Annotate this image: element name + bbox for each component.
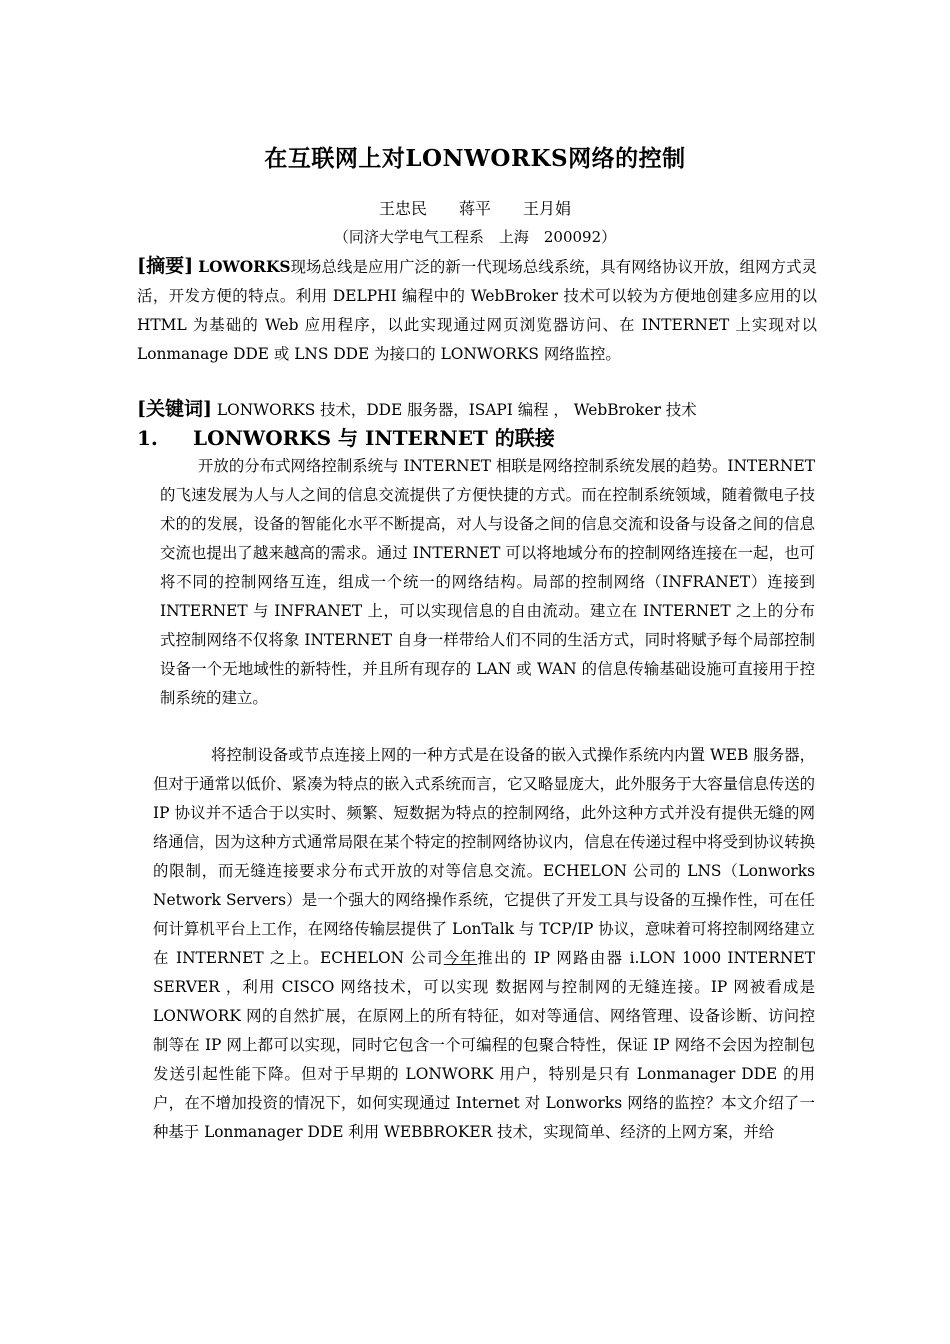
section-number: 1. — [137, 426, 158, 450]
paragraph-2-text-after: 推出的 IP 网路由器 i.LON 1000 INTERNET SERVER ，利用 CISCO 网络技术，可以实现 数据网与控制网的无缝连接。IP 网被看成是 LONWORK 网的自然扩展，在原网上的所有特征，如对等通信、网络管理、设备诊断、访问控制等在 IP 网上都可以实现，同时它包含一个可编程的包聚合特性，保证 IP 网络不会因为控制包发送引起性能下降。但对于早期的 LONWORK 用户，特别是只有 Lonmanager DDE 的用户，在不增加投资的情况下，如何实现通过 Internet 对 Lonworks 网络的监控？本文介绍了一种基于 Lonmanager DDE 利用 WEBBROKER 技术，实现简单、经济的上网方案，并给 — [153, 949, 815, 1141]
keywords — [137, 395, 817, 425]
abstract-label: [摘要] — [137, 255, 194, 277]
abstract-lead-term: LOWORKS — [198, 258, 291, 276]
body-paragraph-1: 开放的分布式网络控制系统与 INTERNET 相联是网络控制系统发展的趋势。INTERNET 的飞速发展为人与人之间的信息交流提供了方便快捷的方式。而在控制系统领域，随着微电子技术的的发展，设备的智能化水平不断提高，对人与设备之间的信息交流和设备与设备之间的信息交流也提出了越来越高的需求。通过 INTERNET 可以将地域分布的控制网络连接在一起，也可将不同的控制网络互连，组成一个统一的网络结构。局部的控制网络（INFRANET）连接到 INTERNET 与 INFRANET 上，可以实现信息的自由流动。建立在 INTERNET 之上的分布式控制网络不仅将象 INTERNET 自身一样带给人们不同的生活方式，同时将赋予每个局部控制设备一个无地域性的新特性，并且所有现存的 LAN 或 WAN 的信息传输基础设施可直接用于控制系统的建立。 — [160, 457, 815, 707]
abstract-text: 现场总线是应用广泛的新一代现场总线系统，具有网络协议开放，组网方式灵活，开发方便的特点。利用 DELPHI 编程中的 WebBroker 技术可以较为方便地创建多应用的以 HTML 为基础的 Web 应用程序，以此实现通过网页浏览器访问、在 INTERNET 上实现对以 Lonmanage DDE 或 LNS DDE 为接口的 LONWORKS 网络监控。 — [137, 258, 817, 363]
abstract — [137, 252, 817, 369]
paper-title: 在互联网上对LONWORKS网络的控制 — [264, 145, 686, 172]
keywords-label: [关键词] — [137, 398, 212, 420]
paragraph-2-text-before: 将控制设备或节点连接上网的一种方式是在设备的嵌入式操作系统内内置 WEB 服务器，但对于通常以低价、紧凑为特点的嵌入式系统而言，它又略显庞大，此外服务于大容量信息传送的 IP 协议并不适合于以实时、频繁、短数据为特点的控制网络，此外这种方式并没有提供无缝的网络通信，因为这种方式通常局限在某个特定的控制网络协议内，信息在传递过程中将受到协议转换的限制，而无缝连接要求分布式开放的对等信息交流。ECHELON 公司的 LNS（Lonworks Network Servers）是一个强大的网络操作系统，它提供了开发工具与设备的互操作性，可在任何计算机平台上工作，在网络传输层提供了 LonTalk 与 TCP/IP 协议，意味着可将控制网络建立在 INTERNET 之上。ECHELON 公司 — [153, 746, 815, 967]
section-heading — [137, 422, 555, 451]
keywords-text: LONWORKS 技术，DDE 服务器，ISAPI 编程 ， WebBroker 技术 — [216, 401, 697, 419]
author-affiliation: （同济大学电气工程系 上海 200092） — [333, 228, 617, 246]
author-list: 王忠民 蒋平 王月娟 — [378, 199, 571, 218]
body-paragraph-2 — [153, 741, 815, 1147]
section-title: LONWORKS 与 INTERNET 的联接 — [193, 426, 555, 450]
underlined-word: 今年 — [443, 949, 478, 967]
